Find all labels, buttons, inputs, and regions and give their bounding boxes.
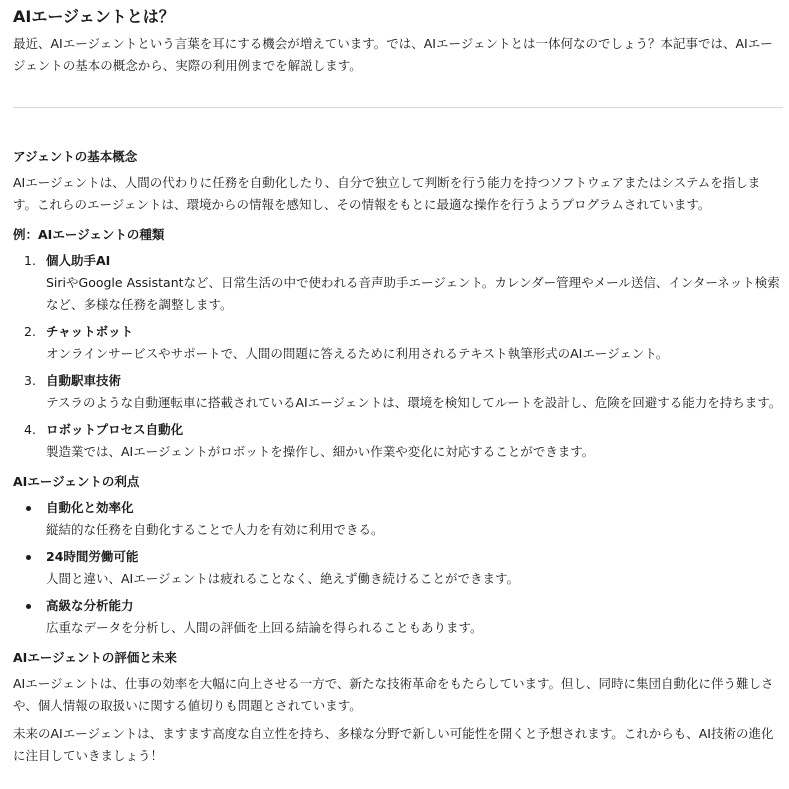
list-number: 2. xyxy=(24,324,36,339)
list-item-title: 高級な分析能力 xyxy=(46,598,134,613)
types-heading: 例：AIエージェントの種類 xyxy=(13,227,165,242)
list-item xyxy=(13,370,783,414)
list-item xyxy=(13,419,783,463)
types-list xyxy=(13,250,783,463)
list-item-description: テスラのような自動運転車に搭載されているAIエージェントは、環境を検知してルートを設計し、危険を回避する能力を持ちます。 xyxy=(46,395,782,410)
list-item xyxy=(13,321,783,365)
benefits-heading: AIエージェントの利点 xyxy=(13,474,140,489)
list-number: 1. xyxy=(24,253,36,268)
list-item xyxy=(13,250,783,316)
list-item-description: 製造業では、AIエージェントがロボットを操作し、細かい作業や変化に対応することができます。 xyxy=(46,444,595,459)
list-item-title: 24時間労働可能 xyxy=(46,549,139,564)
list-item-title: 個人助手AI xyxy=(46,253,111,268)
page-title: AIエージェントとは？ xyxy=(13,7,175,26)
bullet-icon xyxy=(26,506,31,511)
list-number: 4. xyxy=(24,422,36,437)
list-item-title: 自動化と効率化 xyxy=(46,500,134,515)
list-item-description: SiriやGoogle Assistantなど、日常生活の中で使われる音声助手エージェント。カレンダー管理やメール送信、インターネット検索など、多様な任務を調整します。 xyxy=(46,275,780,312)
concept-heading: アジェントの基本概念 xyxy=(13,149,138,164)
section-divider xyxy=(13,107,783,108)
future-paragraph-1: AIエージェントは、仕事の効率を大幅に向上させる一方で、新たな技術革命をもたらしています。但し、同時に集団自動化に伴う難しさや、個人情報の取扱いに関する値切りも問題とされています。 xyxy=(13,676,774,713)
list-item-title: ロボットプロセス自動化 xyxy=(46,422,184,437)
intro-paragraph: 最近、AIエージェントという言葉を耳にする機会が増えています。では、AIエージェントとは一体何なのでしょう？本記事では、AIエージェントの基本の概念から、実際の利用例までを解説します。 xyxy=(13,36,773,73)
concept-paragraph: AIエージェントは、人間の代わりに任務を自動化したり、自分で独立して判断を行う能力を持つソフトウェアまたはシステムを指します。これらのエージェントは、環境からの情報を感知し、その情報をもとに最適な操作を行うようプログラムされています。 xyxy=(13,175,761,212)
list-item-description: 縦結的な任務を自動化することで人力を有効に利用できる。 xyxy=(46,522,384,537)
list-item-title: 自動駅車技術 xyxy=(46,373,122,388)
list-item xyxy=(13,595,783,639)
list-number: 3. xyxy=(24,373,36,388)
list-item xyxy=(13,546,783,590)
article xyxy=(13,0,783,767)
list-item-description: 広重なデータを分析し、人間の評価を上回る結論を得られることもあります。 xyxy=(46,620,483,635)
bullet-icon xyxy=(26,555,31,560)
benefits-list xyxy=(13,497,783,639)
list-item-description: 人間と違い、AIエージェントは疲れることなく、絶えず働き続けることができます。 xyxy=(46,571,519,586)
future-paragraph-2: 未来のAIエージェントは、ますます高度な自立性を持ち、多様な分野で新しい可能性を開くと予想されます。これからも、AI技術の進化に注目していきましょう！ xyxy=(13,726,774,763)
list-item xyxy=(13,497,783,541)
bullet-icon xyxy=(26,604,31,609)
list-item-description: オンラインサービスやサポートで、人間の問題に答えるために利用されるテキスト執筆形式のAIエージェント。 xyxy=(46,346,669,361)
future-heading: AIエージェントの評価と未来 xyxy=(13,650,177,665)
list-item-title: チャットボット xyxy=(46,324,134,339)
